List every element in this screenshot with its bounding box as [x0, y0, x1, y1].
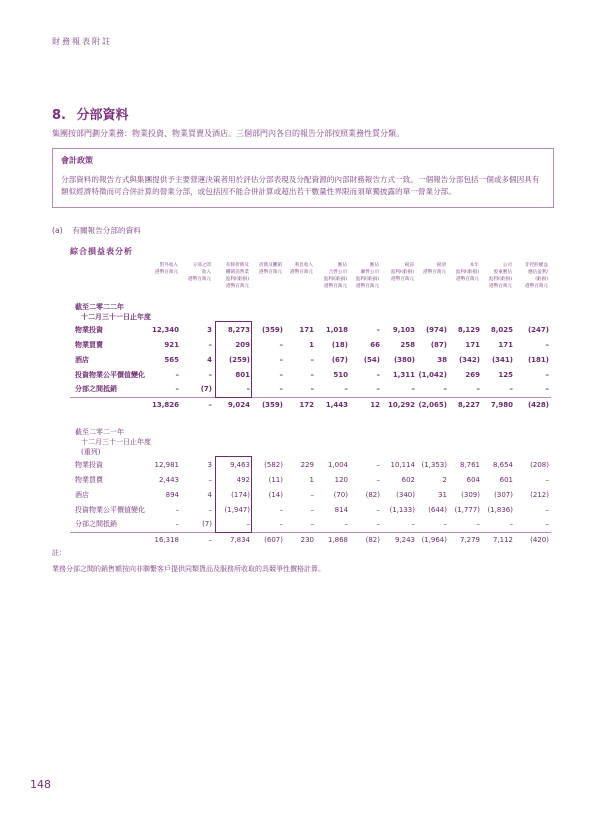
cell-value: (340) — [396, 490, 415, 499]
cell-value: – — [376, 460, 380, 469]
cell-value: 921 — [164, 340, 179, 349]
table-row — [70, 517, 551, 532]
cell-value: – — [175, 370, 179, 379]
segment-table-prior — [70, 427, 551, 547]
period-line: (重列) — [81, 448, 101, 456]
cell-value: – — [175, 505, 179, 514]
table-row — [70, 457, 551, 472]
cell-value: 565 — [164, 355, 179, 364]
cell-value: (582) — [264, 460, 283, 469]
table-row — [70, 382, 551, 397]
row-label: 投資物業公平價值變化 — [75, 505, 145, 514]
cell-value: 1,004 — [327, 460, 348, 469]
cell-value: (14) — [268, 490, 283, 499]
cell-value: (18) — [331, 340, 348, 349]
cell-value: 7,980 — [482, 397, 515, 412]
cell-value: – — [545, 520, 549, 529]
cell-value: – — [279, 355, 283, 364]
cell-value: – — [208, 370, 212, 379]
cell-value: – — [443, 385, 447, 394]
cell-value: 1 — [309, 475, 314, 484]
cell-value: 9,243 — [382, 532, 417, 547]
column-header: 對外收入 港幣百萬元 — [155, 263, 178, 275]
cell-value: (70) — [333, 490, 348, 499]
note-body: 業務分部之間的銷售額按向非聯繫客戶提供同類貨品及服務所收取的具競爭性價格計算。 — [52, 565, 325, 573]
cell-value: – — [279, 385, 283, 394]
cell-value: 1 — [309, 340, 314, 349]
table-row — [70, 337, 551, 352]
cell-value: 66 — [370, 340, 380, 349]
cell-value: – — [181, 397, 214, 412]
period-line: 十二月三十一日止年度 — [81, 438, 151, 446]
cell-value: 814 — [334, 505, 348, 514]
cell-value: (359) — [252, 397, 285, 412]
note-heading: 註： — [52, 549, 66, 557]
cell-value: 602 — [401, 475, 415, 484]
cell-value: – — [246, 520, 250, 529]
period-line: 截至二零二一年 — [75, 428, 124, 436]
cell-value: 16,318 — [145, 532, 181, 547]
cell-value: (82) — [350, 532, 382, 547]
cell-value: (212) — [530, 490, 549, 499]
policy-title: 會計政策 — [61, 156, 93, 165]
cell-value: – — [208, 475, 212, 484]
cell-value: 258 — [400, 340, 415, 349]
cell-value: (974) — [425, 325, 447, 334]
table-row — [70, 367, 551, 382]
row-label — [70, 397, 145, 412]
row-label — [70, 532, 145, 547]
cell-value: – — [545, 475, 549, 484]
page-number: 148 — [30, 778, 51, 791]
cell-value: – — [208, 340, 212, 349]
cell-value: 8,654 — [492, 460, 513, 469]
cell-value: – — [310, 355, 314, 364]
cell-value: 1,868 — [316, 532, 350, 547]
cell-value: (644) — [428, 505, 447, 514]
cell-value: – — [344, 385, 348, 394]
subsection-title: 有關報告分部的資料 — [72, 226, 141, 235]
row-label: 酒店 — [75, 355, 89, 364]
period-line: 截至二零二二年 — [75, 303, 124, 311]
table-title: 綜合損益表分析 — [70, 247, 133, 256]
cell-value: – — [175, 385, 179, 394]
cell-value: – — [310, 490, 314, 499]
cell-value: 12,981 — [154, 460, 179, 469]
cell-value: (1,133) — [389, 505, 415, 514]
cell-value: (428) — [515, 397, 551, 412]
cell-value: 4 — [207, 355, 212, 364]
cell-value: 9,103 — [392, 325, 415, 334]
cell-value: 120 — [334, 475, 348, 484]
cell-value: – — [310, 370, 314, 379]
cell-value: 125 — [498, 370, 513, 379]
cell-value: – — [545, 505, 549, 514]
cell-value: – — [175, 520, 179, 529]
cell-value: 601 — [499, 475, 513, 484]
row-label: 物業投資 — [75, 460, 103, 469]
cell-value: – — [376, 325, 380, 334]
cell-value: (181) — [527, 355, 549, 364]
section-intro: 集團按部門劃分業務：物業投資、物業買賣及酒店。三個部門內各自的報告分部按照業務性質分類。 — [52, 129, 404, 138]
cell-value: 8,227 — [449, 397, 482, 412]
column-header: 折舊及攤銷 港幣百萬元 — [259, 263, 282, 275]
cell-value: 1,311 — [392, 370, 415, 379]
cell-value: – — [545, 370, 549, 379]
cell-value: (309) — [461, 490, 480, 499]
cell-value: – — [545, 340, 549, 349]
cell-value: – — [476, 385, 480, 394]
cell-value: 230 — [285, 532, 316, 547]
cell-value: – — [208, 505, 212, 514]
cell-value: – — [376, 505, 380, 514]
cell-value: – — [279, 340, 283, 349]
column-header: 非控股權益 應佔盈利/ (虧損) 港幣百萬元 — [525, 263, 548, 289]
column-header: 公司 股東應佔 盈利/(虧損) 港幣百萬元 — [488, 263, 512, 289]
table-row — [70, 487, 551, 502]
cell-value: (1,777) — [454, 505, 480, 514]
row-label: 物業買賣 — [75, 475, 103, 484]
cell-value: 209 — [235, 340, 250, 349]
cell-value: 2,443 — [158, 475, 179, 484]
cell-value: 8,273 — [227, 325, 250, 334]
cell-value: 8,025 — [490, 325, 513, 334]
cell-value: 492 — [236, 475, 250, 484]
cell-value: (1,042) — [418, 370, 447, 379]
cell-value: – — [376, 475, 380, 484]
cell-value: (174) — [231, 490, 250, 499]
cell-value: 9,024 — [214, 397, 252, 412]
column-header: 稅項 港幣百萬元 — [423, 263, 446, 275]
cell-value: 894 — [165, 490, 179, 499]
cell-value: 31 — [438, 490, 447, 499]
cell-value: (87) — [430, 340, 447, 349]
cell-value: 3 — [207, 460, 212, 469]
cell-value: 171 — [465, 340, 480, 349]
cell-value: (607) — [252, 532, 285, 547]
cell-value: (247) — [527, 325, 549, 334]
row-label: 分部之間抵銷 — [75, 385, 117, 394]
cell-value: 510 — [333, 370, 348, 379]
cell-value: – — [509, 520, 513, 529]
cell-value: 38 — [437, 355, 447, 364]
cell-value: (1,947) — [224, 505, 250, 514]
cell-value: (1,836) — [487, 505, 513, 514]
cell-value: 801 — [235, 370, 250, 379]
cell-value: (208) — [530, 460, 549, 469]
cell-value: – — [310, 385, 314, 394]
row-label: 物業買賣 — [75, 340, 103, 349]
table-row — [70, 472, 551, 487]
cell-value: (307) — [494, 490, 513, 499]
cell-value: – — [310, 505, 314, 514]
cell-value: – — [376, 520, 380, 529]
cell-value: – — [279, 370, 283, 379]
period-label — [70, 302, 551, 322]
table-row — [70, 502, 551, 517]
row-label: 分部之間抵銷 — [75, 520, 117, 529]
cell-value: 7,279 — [449, 532, 482, 547]
cell-value: 8,761 — [459, 460, 480, 469]
cell-value: 12 — [350, 397, 382, 412]
cell-value: – — [376, 370, 380, 379]
cell-value: 9,463 — [229, 460, 250, 469]
cell-value: (341) — [491, 355, 513, 364]
period-label — [70, 427, 551, 457]
column-header: 稅前 盈利/(虧損) 港幣百萬元 — [390, 263, 414, 282]
total-row — [70, 397, 551, 412]
column-header: 扣除折舊及 攤銷前營業 盈利/(虧損) 港幣百萬元 — [225, 263, 249, 289]
cell-value: – — [246, 385, 250, 394]
column-headers — [0, 0, 600, 300]
cell-value: (7) — [200, 385, 212, 394]
table-row — [70, 352, 551, 367]
cell-value: 1,443 — [316, 397, 350, 412]
cell-value: 172 — [285, 397, 316, 412]
subsection-letter: (a) — [52, 226, 63, 235]
cell-value: 8,129 — [457, 325, 480, 334]
cell-value: 12,340 — [151, 325, 179, 334]
cell-value: – — [310, 520, 314, 529]
section-title-text: 分部資料 — [76, 108, 129, 123]
section-number: 8. — [52, 108, 66, 123]
cell-value: – — [376, 385, 380, 394]
cell-value: (54) — [363, 355, 380, 364]
cell-value: 2 — [442, 475, 447, 484]
cell-value: – — [545, 385, 549, 394]
cell-value: – — [279, 520, 283, 529]
cell-value: (1,353) — [421, 460, 447, 469]
cell-value: – — [476, 520, 480, 529]
cell-value: 604 — [466, 475, 480, 484]
cell-value: – — [181, 532, 214, 547]
cell-value: – — [411, 520, 415, 529]
cell-value: 171 — [498, 340, 513, 349]
cell-value: – — [411, 385, 415, 394]
total-row — [70, 532, 551, 547]
segment-table-current — [70, 302, 551, 412]
cell-value: 7,112 — [482, 532, 515, 547]
column-header: 本年 盈利/(虧損) 港幣百萬元 — [455, 263, 479, 282]
row-label: 投資物業公平價值變化 — [75, 370, 145, 379]
column-header: 分部之間 收入 港幣百萬元 — [188, 263, 211, 282]
cell-value: 7,834 — [214, 532, 252, 547]
column-header: 應佔 聯營公司 盈利/(虧損) 港幣百萬元 — [355, 263, 379, 289]
table-row — [70, 322, 551, 337]
cell-value: – — [443, 520, 447, 529]
cell-value: 10,114 — [390, 460, 415, 469]
cell-value: 1,018 — [325, 325, 348, 334]
cell-value: (82) — [365, 490, 380, 499]
running-header: 財務報表附註 — [52, 37, 112, 46]
cell-value: (359) — [261, 325, 283, 334]
policy-body: 分部資料的報告方式與集團提供予主要營運決策者用於評估分部表現及分配資源的內部財務報告方式一致。一個報告分部包括一個或多個因具有類似經濟特徵而可合併計算的營業分部，或包括因不能合併計算或超出若干數量性界限而須單獨披露的單一營業分部。 — [61, 175, 540, 196]
row-label: 酒店 — [75, 490, 89, 499]
period-line: 十二月三十一日止年度 — [81, 313, 151, 321]
cell-value: (380) — [393, 355, 415, 364]
cell-value: 269 — [465, 370, 480, 379]
cell-value: 10,292 — [382, 397, 417, 412]
column-header: 利息收入 港幣百萬元 — [290, 263, 313, 275]
cell-value: 13,826 — [145, 397, 181, 412]
cell-value: 3 — [207, 325, 212, 334]
cell-value: – — [509, 385, 513, 394]
cell-value: (420) — [515, 532, 551, 547]
cell-value: (342) — [458, 355, 480, 364]
cell-value: (7) — [202, 520, 212, 529]
cell-value: 171 — [299, 325, 314, 334]
cell-value: (259) — [228, 355, 250, 364]
column-header: 應佔 合營公司 盈利/(虧損) 港幣百萬元 — [323, 263, 347, 289]
row-label: 物業投資 — [75, 325, 103, 334]
cell-value: – — [344, 520, 348, 529]
cell-value: 229 — [300, 460, 314, 469]
cell-value: (11) — [268, 475, 283, 484]
cell-value: (67) — [331, 355, 348, 364]
cell-value: (2,065) — [417, 397, 449, 412]
cell-value: (1,964) — [417, 532, 449, 547]
cell-value: – — [279, 505, 283, 514]
cell-value: 4 — [207, 490, 212, 499]
